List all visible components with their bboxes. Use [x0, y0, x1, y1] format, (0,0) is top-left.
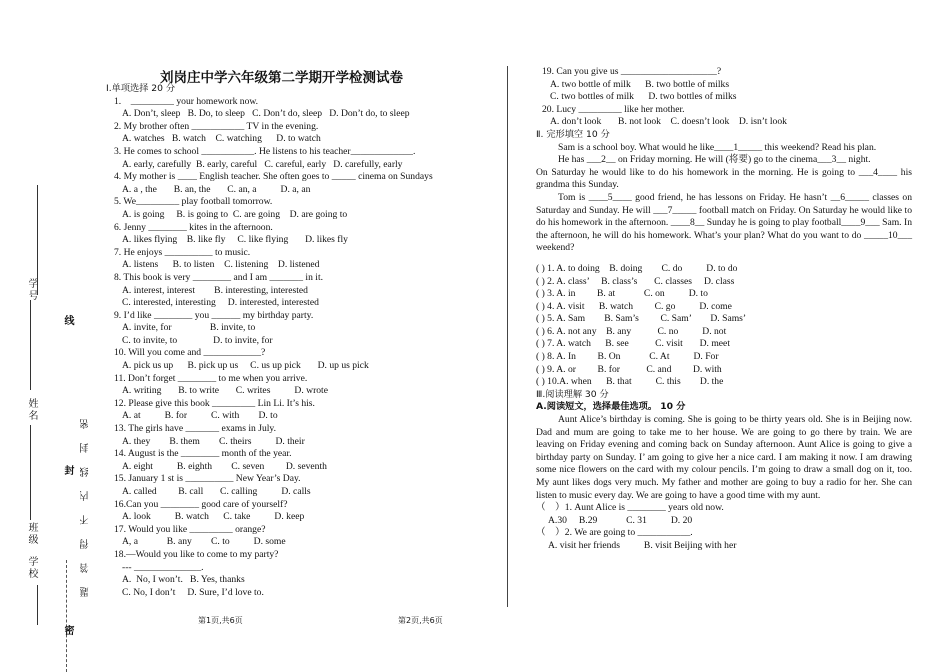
- question-line: A. at B. for C. with D. to: [122, 410, 278, 422]
- section-heading-3: Ⅲ.阅读理解 30 分: [536, 388, 609, 400]
- question-line: 11. Don’t forget ________ to me when you arrive.: [114, 372, 308, 384]
- cloze-option-line: ( ) 7. A. watch B. see C. visit D. meet: [536, 338, 730, 350]
- question-line: 9. I’d like ________ you ______ my birthday party.: [114, 309, 314, 321]
- seal-dashed-line: [66, 560, 67, 672]
- reading-passage: Aunt Alice’s birthday is coming. She is going to be thirty years old. She is in Beijing now. Dad and mum are going to take me to her house. We are going to go there by train. We are leaving on Friday evening and coming back on Sunday afternoon. Aunt Alice is going to give a birthday party on Sunday. I’ am going to give her a nice card. I am making it now. I am drawing some nice flowers on the card with my colour pencils. I’m going to draw a small dog on it, too. My aunt likes dogs very much. My father and mother are going to buy a radio for her. She can listen to music every day. We are going to have a good time with my aunt.: [536, 414, 912, 501]
- page-number-2: 第2页,共6页: [398, 616, 443, 625]
- question-line: --- ______________.: [122, 561, 204, 573]
- question-line: 8. This book is very ________ and I am _______ in it.: [114, 271, 324, 283]
- cloze-option-line: ( ) 10.A. when B. that C. this D. the: [536, 376, 724, 388]
- question-line: A. invite, for B. invite, to: [122, 322, 256, 334]
- question-line: A. they B. them C. theirs D. their: [122, 435, 305, 447]
- question-line: C. interested, interesting D. interested, interested: [122, 297, 319, 309]
- question-line: A. Don’t, sleep B. Do, to sleep C. Don’t do, sleep D. Don’t do, to sleep: [122, 108, 410, 120]
- left-column: [106, 83, 501, 599]
- question-line: 19. Can you give us ____________________?: [542, 66, 722, 77]
- question-line: A. writing B. to write C. writes D. wrote: [122, 385, 328, 397]
- question-line: 18.—Would you like to come to my party?: [114, 548, 279, 560]
- question-line: 12. Please give this book _________ Lin Li. It’s his.: [114, 397, 315, 409]
- reading-part-a-heading: A.阅读短文，选择最佳选项。 10 分: [536, 401, 686, 413]
- cloze-option-line: ( ) 9. A. or B. for C. and D. with: [536, 363, 722, 375]
- reading-question-list: [536, 502, 912, 552]
- cloze-paragraph-1: Sam is a school boy. What would he like____1_____ this weekend? Read his plan.: [558, 141, 877, 153]
- question-line: A. don’t look B. not look C. doesn’t look D. isn’t look: [550, 116, 787, 128]
- question-line: A. interest, interest B. interesting, interested: [122, 284, 308, 296]
- cloze-option-line: ( ) 2. A. class’ B. class’s C. classes D. class: [536, 275, 735, 287]
- cloze-options-list: [536, 263, 912, 389]
- question-line: 10. Will you come and ____________?: [114, 347, 266, 359]
- field-student-id-label: 学号: [26, 278, 37, 302]
- student-id-line: [30, 300, 31, 390]
- seal-mark-line: 线: [62, 315, 73, 327]
- question-line: 7. He enjoys __________ to music.: [114, 246, 251, 258]
- reading-question-line: A.30 B.29 C. 31 D. 20: [548, 514, 693, 526]
- question-line: A. early, carefully B. early, careful C. careful, early D. carefully, early: [122, 158, 403, 170]
- cloze-option-line: ( ) 1. A. to doing B. doing C. do D. to do: [536, 262, 738, 274]
- exam-title: 刘岗庄中学六年级第二学期开学检测试卷: [160, 70, 403, 86]
- question-line: A. is going B. is going to C. are going D. are going to: [122, 208, 348, 220]
- column-divider: [507, 66, 508, 607]
- cloze-paragraph-2: He has ___2__ on Friday morning. He will (将要) go to the cinema___3__ night.: [558, 154, 871, 166]
- question-line: 4. My mother is ____ English teacher. She often goes to _____ cinema on Sundays: [114, 171, 433, 183]
- question-line: 1. _________ your homework now.: [114, 95, 259, 107]
- field-class-label: 班级: [26, 522, 37, 546]
- question-line: A. look B. watch C. take D. keep: [122, 511, 305, 523]
- right-column: [536, 66, 912, 553]
- question-line: A. No, I won’t. B. Yes, thanks: [122, 574, 245, 586]
- right-question-list: [536, 66, 912, 129]
- question-line: 20. Lucy _________ like her mother.: [542, 103, 685, 115]
- cloze-option-line: ( ) 8. A. In B. On C. At D. For: [536, 351, 719, 363]
- left-question-list: [106, 96, 501, 600]
- reading-question-line: （ ）1. Aunt Alice is ________ years old now.: [536, 502, 724, 514]
- page-number-1: 第1页,共6页: [198, 616, 243, 625]
- question-line: 6. Jenny ________ kites in the afternoon.: [114, 221, 273, 233]
- school-line: [37, 585, 38, 625]
- field-school-label: 学校: [26, 556, 37, 580]
- binding-strip: [0, 0, 95, 672]
- question-line: 3. He comes to school ___________. He listens to his teacher_____________.: [114, 145, 416, 157]
- question-line: 15. January 1 st is __________ New Year’s Day.: [114, 473, 301, 485]
- question-line: A. called B. call C. calling D. calls: [122, 486, 311, 497]
- cloze-option-line: ( ) 3. A. in B. at C. on D. to: [536, 288, 708, 300]
- cloze-option-line: ( ) 5. A. Sam B. Sam’s C. Sam’ D. Sams’: [536, 313, 747, 325]
- question-line: 14. August is the ________ month of the year.: [114, 448, 292, 460]
- cloze-option-line: ( ) 6. A. not any B. any C. no D. not: [536, 325, 727, 337]
- question-line: A. pick us up B. pick up us C. us up pick D. up us pick: [122, 360, 369, 372]
- field-name-label: 姓名: [26, 398, 37, 422]
- seal-mark-seal: 封: [62, 465, 73, 477]
- reading-question-line: （ ）2. We are going to ___________.: [536, 527, 693, 539]
- question-line: A. likes flying B. like fly C. like flying D. likes fly: [122, 234, 348, 246]
- question-line: A. listens B. to listen C. listening D. listened: [122, 259, 320, 271]
- seal-mark-secret: 密: [62, 625, 73, 637]
- top-line: [37, 185, 38, 295]
- reading-question-line: A. visit her friends B. visit Beijing with her: [548, 539, 737, 551]
- question-line: A. eight B. eighth C. seven D. seventh: [122, 460, 327, 472]
- question-line: 17. Would you like _________ orange?: [114, 523, 266, 535]
- question-line: 16.Can you ________ good care of yourself?: [114, 498, 288, 510]
- question-line: 13. The girls have _______ exams in July.: [114, 423, 277, 435]
- question-line: A, a B. any C. to D. some: [122, 536, 286, 548]
- question-line: C. two bottles of milk D. two bottles of milks: [550, 91, 737, 103]
- question-line: C. No, I don’t D. Sure, I’d love to.: [122, 586, 264, 598]
- cloze-paragraph-4: Tom is ____5____ good friend, he has lessons on Friday. He hasn’t __6_____ classes on Saturday and Sunday. He will ___7_____ football match on Friday. On Saturday he would like to do his homework in the afternoon. ____8__ Sunday he is going to play football____9___ Sam. In the afternoon, he will do his homework. What’s your plan? What do you want to do _____10___ weekend?: [536, 191, 912, 254]
- section-heading-1: Ⅰ.单项选择 20 分: [106, 83, 176, 94]
- question-line: 2. My brother often ___________ TV in the evening.: [114, 120, 319, 132]
- name-line: [30, 425, 31, 520]
- section-heading-2: Ⅱ. 完形填空 10 分: [536, 128, 610, 140]
- cloze-option-line: ( ) 4. A. visit B. watch C. go D. come: [536, 300, 732, 312]
- question-line: C. to invite, to D. to invite, for: [122, 334, 273, 346]
- seal-warning-text: 题答得不内线封密: [80, 405, 91, 597]
- question-line: 5. We_________ play football tomorrow.: [114, 196, 273, 208]
- cloze-paragraph-3: On Saturday he would like to do his homework in the morning. He is going to ___4____ his grandma this Sunday.: [536, 166, 912, 191]
- question-line: A. two bottle of milk B. two bottle of milks: [550, 78, 730, 90]
- question-line: A. watches B. watch C. watching D. to watch: [122, 133, 321, 145]
- question-line: A. a , the B. an, the C. an, a D. a, an: [122, 183, 311, 195]
